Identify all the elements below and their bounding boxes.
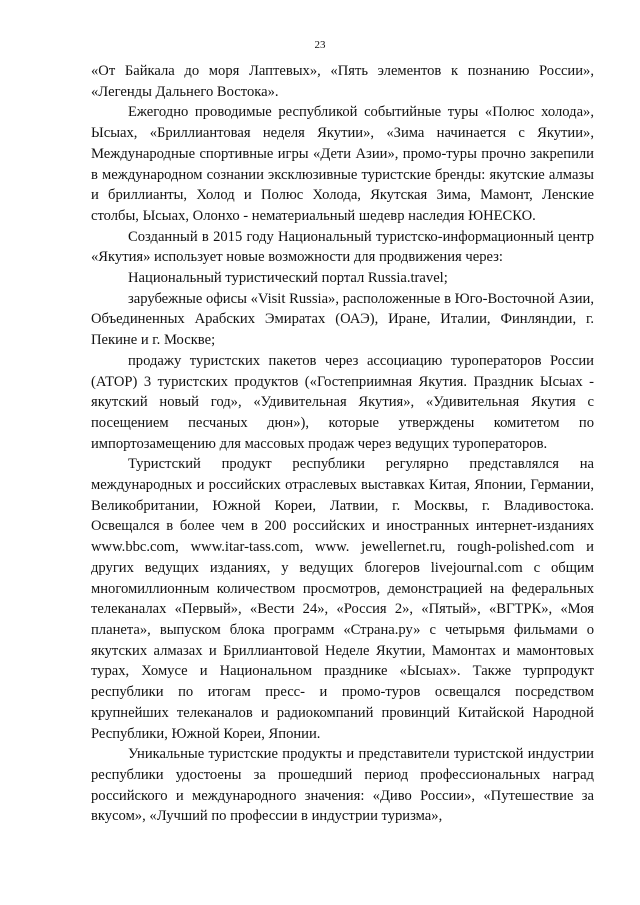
- paragraph: Уникальные туристские продукты и представители туристской индустрии республики удостоены за прошедший период профессиональных наград российского и международного значения: «Диво России», «Путешествие за вкусом», «Лучший по профессии в индустрии туризма»,: [91, 746, 594, 825]
- paragraph: «От Байкала до моря Лаптевых», «Пять элементов к познанию России», «Легенды Дальнего Востока».: [91, 63, 594, 100]
- page-number: 23: [314, 39, 326, 51]
- paragraph: продажу туристских пакетов через ассоциацию туроператоров России (АТОР) 3 туристских продуктов («Гостеприимная Якутия. Праздник Ысыах - якутский новый год», «Удивительная Якутия», «Удивительная Якутия с посещением песчаных дюн»), которые утверждены комитетом по импортозамещению для массовых продаж через ведущих туроператоров.: [91, 352, 594, 452]
- body-text: [91, 61, 594, 827]
- paragraph: зарубежные офисы «Visit Russia», расположенные в Юго-Восточной Азии, Объединенных Арабских Эмиратах (ОАЭ), Иране, Италии, Финляндии, г. Пекине и г. Москве;: [91, 290, 594, 349]
- paragraph: Созданный в 2015 году Национальный туристско-информационный центр «Якутия» использует новые возможности для продвижения через:: [91, 228, 594, 266]
- paragraph: Ежегодно проводимые республикой событийные туры «Полюс холода», Ысыах, «Бриллиантовая неделя Якутии», «Зима начинается с Якутии», Международные спортивные игры «Дети Азии», промо-туры прочно закрепили в международном сознании эксклюзивные туристские бренды: якутские алмазы и бриллианты, Холод и Полюс Холода, Якутская Зима, Мамонт, Ленские столбы, Ысыах, Олонхо - нематериальный шедевр наследия ЮНЕСКО.: [91, 104, 594, 224]
- paragraph: Туристский продукт республики регулярно представлялся на международных и российских отраслевых выставках Китая, Японии, Германии, Великобритании, Южной Кореи, Латвии, г. Москвы, г. Владивостока. Освещался в более чем в 200 российских и иностранных интернет-изданиях www.bbc.com, www.itar-tass.com, www. jewellernet.ru, rough-polished.com и других ведущих изданиях, у ведущих блогеров livejournal.com с общим многомиллионным количеством просмотров, демонстрацией на федеральных телеканалах «Первый», «Вести 24», «Россия 2», «Пятый», «ВГТРК», «Моя планета», выпуском блока программ «Страна.ру» с четырьмя фильмами о якутских алмазах и Бриллиантовой Неделе Якутии, Мамонтах и мамонтовых турах, Хомусе и Национальном празднике «Ысыах». Также турпродукт республики по итогам пресс- и промо-туров освещался посредством крупнейших телеканалов и радиокомпаний провинций Китайской Народной Республики, Южной Кореи, Японии.: [91, 456, 594, 742]
- paragraph: Национальный туристический портал Russia.travel;: [128, 270, 448, 287]
